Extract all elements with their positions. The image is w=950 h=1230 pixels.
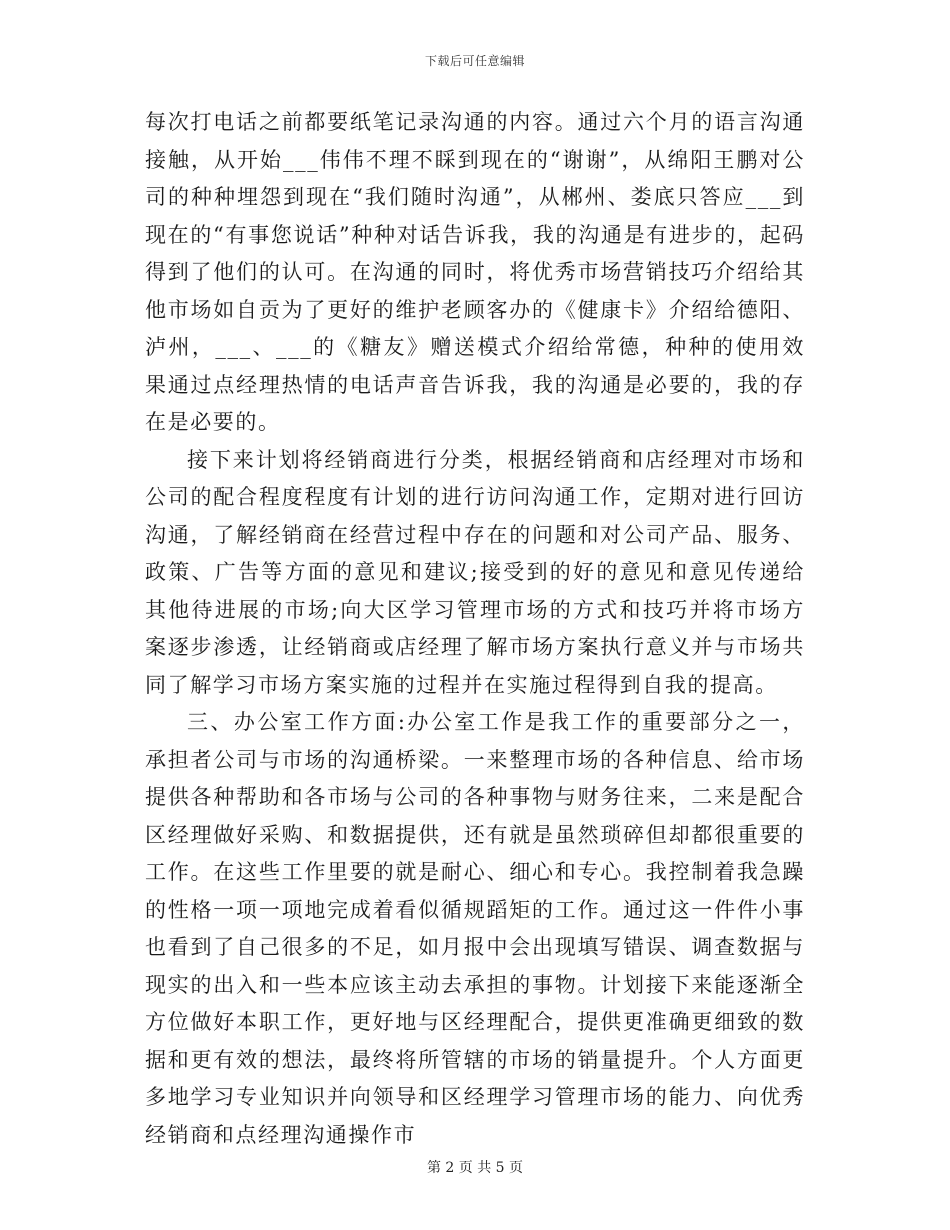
paragraph-1: 每次打电话之前都要纸笔记录沟通的内容。通过六个月的语言沟通接触，从开始___伟伟不理不睬到现在的“谢谢”，从绵阳王鹏对公司的种种埋怨到现在“我们随时沟通”，从郴州、娄底只答应___到现在的“有事您说话”种种对话告诉我，我的沟通是有进步的，起码得到了他们的认可。在沟通的同时，将优秀市场营销技巧介绍给其他市场如自贡为了更好的维护老顾客办的《健康卡》介绍给德阳、泸州，___、___的《糖友》赠送模式介绍给常德，种种的使用效果通过点经理热情的电话声音告诉我，我的沟通是必要的，我的存在是必要的。 [145, 110, 805, 434]
paragraph-3: 三、办公室工作方面:办公室工作是我工作的重要部分之一，承担者公司与市场的沟通桥梁。一来整理市场的各种信息、给市场提供各种帮助和各市场与公司的各种事物与财务往来，二来是配合区经理做好采购、和数据提供，还有就是虽然琐碎但却都很重要的工作。在这些工作里要的就是耐心、细心和专心。我控制着我急躁的性格一项一项地完成着看似循规蹈矩的工作。通过这一件件小事也看到了自己很多的不足，如月报中会出现填写错误、调查数据与现实的出入和一些本应该主动去承担的事物。计划接下来能逐渐全方位做好本职工作，更好地与区经理配合，提供更准确更细致的数据和更有效的想法，最终将所管辖的市场的销量提升。个人方面更多地学习专业知识并向领导和区经理学习管理市场的能力、向优秀经销商和点经理沟通操作市 [145, 710, 805, 1147]
paragraph-2: 接下来计划将经销商进行分类，根据经销商和店经理对市场和公司的配合程度程度有计划的进行访问沟通工作，定期对进行回访沟通，了解经销商在经营过程中存在的问题和对公司产品、服务、政策、广告等方面的意见和建议;接受到的好的意见和意见传递给其他待进展的市场;向大区学习管理市场的方式和技巧并将市场方案逐步渗透，让经销商或店经理了解市场方案执行意义并与市场共同了解学习市场方案实施的过程并在实施过程得到自我的提高。 [145, 447, 805, 697]
document-body [145, 104, 805, 1154]
page-header: 下载后可任意编辑 [424, 54, 525, 68]
page-footer: 第 2 页 共 5 页 [426, 1160, 524, 1176]
